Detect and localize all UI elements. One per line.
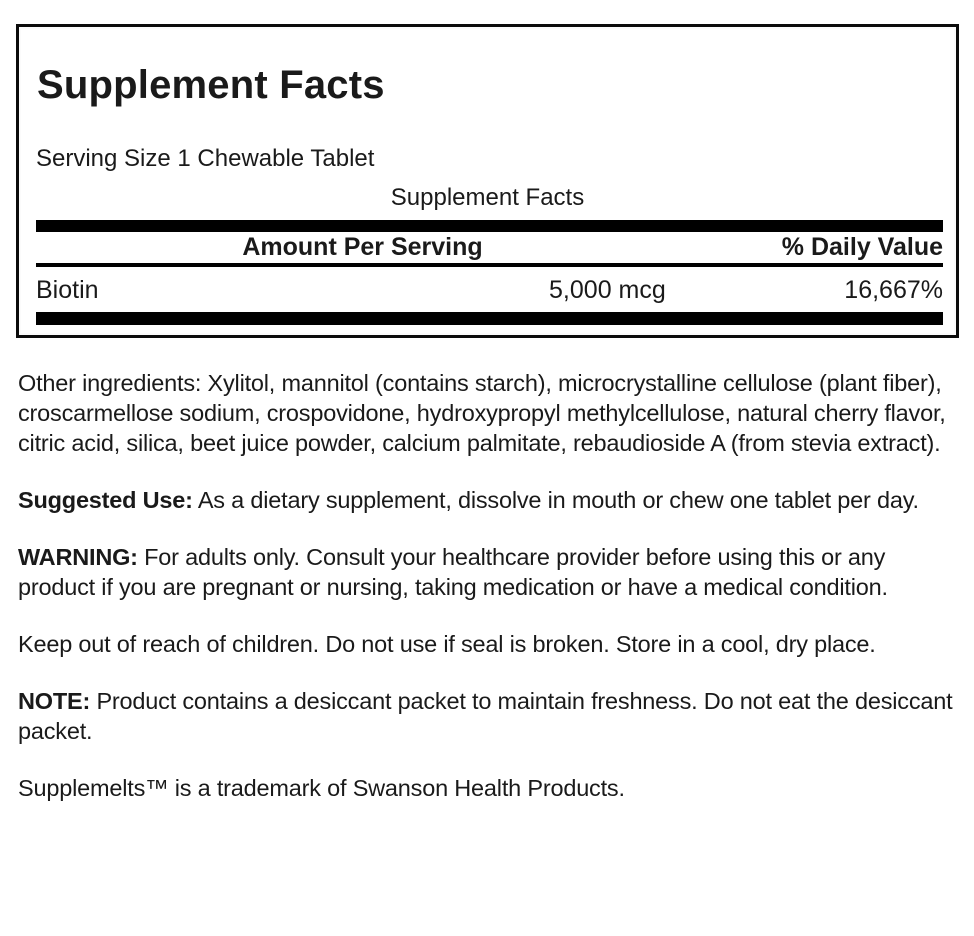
other-ingredients-paragraph	[18, 368, 960, 458]
daily-value-header: % Daily Value	[781, 233, 943, 261]
trademark-text: Supplemelts™ is a trademark of Swanson Health Products.	[18, 775, 625, 801]
storage-text: Keep out of reach of children. Do not use if seal is broken. Store in a cool, dry place.	[18, 631, 876, 657]
other-ingredients-text: Other ingredients: Xylitol, mannitol (contains starch), microcrystalline cellulose (plant fiber), croscarmellose sodium, crospovidone, hydroxypropyl methylcellulose, natural cherry flavor, citric acid, silica, beet juice powder, calcium palmitate, rebaudioside A (from stevia extract).	[18, 370, 946, 456]
header-rule	[36, 263, 943, 267]
trademark-paragraph	[18, 773, 960, 803]
thick-bar-bottom	[36, 312, 943, 325]
warning-label: WARNING:	[18, 544, 138, 570]
note-label: NOTE:	[18, 688, 91, 714]
serving-size: Serving Size 1 Chewable Tablet	[36, 145, 375, 172]
nutrient-amount: 5,000 mcg	[549, 276, 666, 304]
amount-per-serving-header: Amount Per Serving	[242, 233, 483, 261]
note-text: Product contains a desiccant packet to maintain freshness. Do not eat the desiccant packet.	[18, 688, 953, 744]
note-paragraph	[18, 686, 960, 746]
warning-text: For adults only. Consult your healthcare provider before using this or any product if you are pregnant or nursing, taking medication or have a medical condition.	[18, 544, 888, 600]
suggested-use-label: Suggested Use:	[18, 487, 193, 513]
nutrient-name: Biotin	[36, 276, 99, 304]
suggested-use-paragraph	[18, 485, 960, 515]
table-header-row	[36, 233, 943, 262]
warning-paragraph	[18, 542, 960, 602]
table-inner-heading: Supplement Facts	[390, 184, 585, 211]
nutrient-daily-value: 16,667%	[844, 276, 943, 304]
storage-paragraph	[18, 629, 960, 659]
suggested-use-text: As a dietary supplement, dissolve in mouth or chew one tablet per day.	[192, 487, 919, 513]
label-body-copy	[18, 368, 960, 830]
panel-title: Supplement Facts	[37, 63, 385, 107]
supplement-facts-panel	[16, 24, 959, 338]
nutrient-row	[36, 276, 943, 310]
thick-bar-top	[36, 220, 943, 232]
